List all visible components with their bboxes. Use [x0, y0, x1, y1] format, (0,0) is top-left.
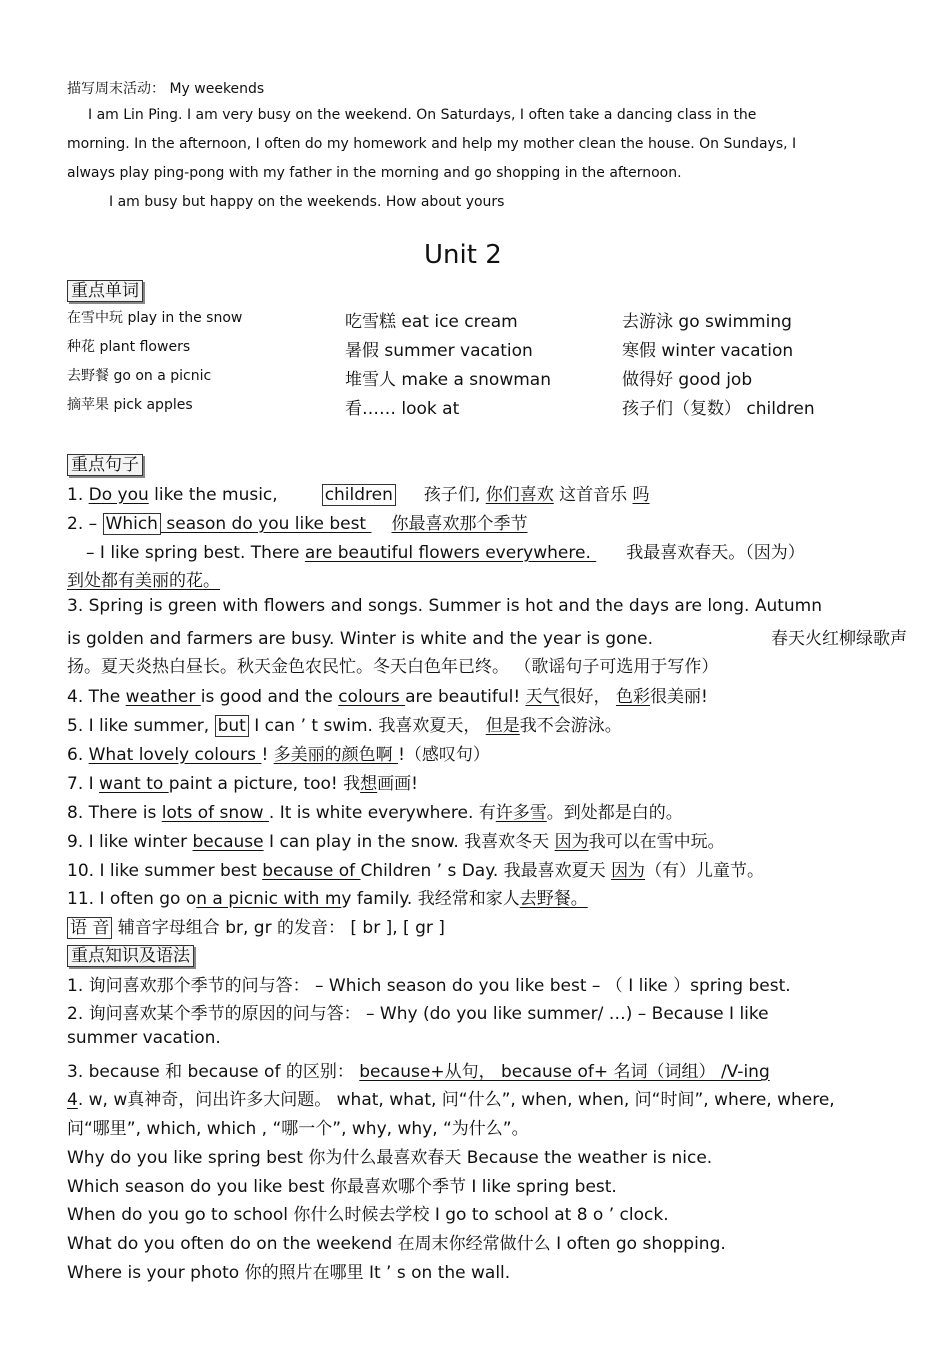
sentence-3-line: 3. Spring is green with flowers and songs. Summer is hot and the days are long. Autumn [67, 596, 822, 616]
qa-example: Why do you like spring best 你为什么最喜欢春天 Because the weather is nice. [67, 1148, 713, 1168]
vocab-item: 寒假 winter vacation [622, 341, 794, 361]
grammar-point-4: 4. w, w真神奇，问出许多大问题。 what, what, 问“什么”, when, when, 问“时间”, where, where, [67, 1090, 835, 1110]
vocab-item: 去游泳 go swimming [622, 312, 792, 332]
grammar-point-2-cont: summer vacation. [67, 1028, 221, 1048]
sentence-4: 4. The weather is good and the colours are beautiful! 天气很好， 色彩很美丽! [67, 687, 708, 707]
sentence-1: 1. Do you like the music, children 孩子们, 你们喜欢 这首音乐 吗 [67, 485, 650, 505]
sentence-9: 9. I like winter because I can play in the snow. 我喜欢冬天 因为我可以在雪中玩。 [67, 832, 725, 852]
grammar-point-1: 1. 询问喜欢那个季节的问与答： – Which season do you like best – （ I like ）spring best. [67, 976, 791, 996]
sentence-2: 2. – Which season do you like best 你最喜欢那个季节 [67, 514, 528, 534]
grammar-point-3: 3. because 和 because of 的区别： because+从句， because of+ 名词（词组） /V-ing [67, 1062, 770, 1082]
vocab-item: 看…… look at [345, 399, 460, 419]
intro-paragraph-line: always play ping-pong with my father in the morning and go shopping in the afternoon. [67, 165, 682, 181]
unit-title: Unit 2 [424, 240, 502, 270]
vocab-item: 堆雪人 make a snowman [345, 370, 551, 390]
intro-heading: 描写周末活动： My weekends [67, 81, 265, 97]
vocab-item: 孩子们（复数） children [622, 399, 815, 419]
vocab-item: 做得好 good job [622, 370, 753, 390]
vocab-item: 暑假 summer vacation [345, 341, 533, 361]
vocab-item: 摘苹果 pick apples [67, 397, 193, 413]
sentence-5: 5. I like summer, but I can ’ t swim. 我喜欢夏天， 但是我不会游泳。 [67, 716, 622, 736]
grammar-section-header: 重点知识及语法 [67, 945, 194, 967]
qa-example: Which season do you like best 你最喜欢哪个季节 I like spring best. [67, 1177, 617, 1197]
vocab-item: 种花 plant flowers [67, 339, 191, 355]
vocab-item: 吃雪糕 eat ice cream [345, 312, 518, 332]
grammar-point-2: 2. 询问喜欢某个季节的原因的问与答： – Why (do you like summer/ …) – Because I like [67, 1004, 769, 1024]
sentence-7: 7. I want to paint a picture, too! 我想画画! [67, 774, 418, 794]
vocab-item: 去野餐 go on a picnic [67, 368, 212, 384]
phonics-line: 语 音 辅音字母组合 br, gr 的发音： [ br ], [ gr ] [67, 913, 445, 938]
intro-paragraph-line: I am busy but happy on the weekends. How about yours [109, 194, 505, 210]
sentence-10: 10. I like summer best because of Children ’ s Day. 我最喜欢夏天 因为（有）儿童节。 [67, 861, 765, 881]
vocab-item: 在雪中玩 play in the snow [67, 310, 243, 326]
qa-example: Where is your photo 你的照片在哪里 It ’ s on the wall. [67, 1263, 511, 1283]
sentence-3-line: 扬。夏天炎热白昼长。秋天金色农民忙。冬天白色年已终。 （歌谣句子可选用于写作） [67, 657, 719, 677]
sentence-2-answer: – I like spring best. There are beautiful flowers everywhere. 我最喜欢春天。（因为） [86, 543, 805, 563]
intro-paragraph-line: I am Lin Ping. I am very busy on the weekend. On Saturdays, I often take a dancing class in the [88, 107, 757, 123]
sentence-2-translation: 到处都有美丽的花。 [67, 571, 220, 591]
qa-example: When do you go to school 你什么时候去学校 I go to school at 8 o ’ clock. [67, 1205, 669, 1225]
sentence-6: 6. What lovely colours ! 多美丽的颜色啊 !（感叹句） [67, 745, 490, 765]
vocab-section-header: 重点单词 [67, 280, 143, 302]
qa-example: What do you often do on the weekend 在周末你经常做什么 I often go shopping. [67, 1234, 726, 1254]
sentence-section-header: 重点句子 [67, 454, 143, 476]
sentence-8: 8. There is lots of snow . It is white everywhere. 有许多雪。到处都是白的。 [67, 803, 683, 823]
intro-paragraph-line: morning. In the afternoon, I often do my homework and help my mother clean the house. On Sundays, I [67, 136, 797, 152]
sentence-3-line: is golden and farmers are busy. Winter is white and the year is gone. 春天火红柳绿歌声 [67, 629, 908, 649]
sentence-11: 11. I often go on a picnic with my family. 我经常和家人去野餐。 [67, 889, 588, 909]
grammar-point-4-cont: 问“哪里”, which, which , “哪一个”, why, why, “为什么”。 [67, 1119, 529, 1139]
